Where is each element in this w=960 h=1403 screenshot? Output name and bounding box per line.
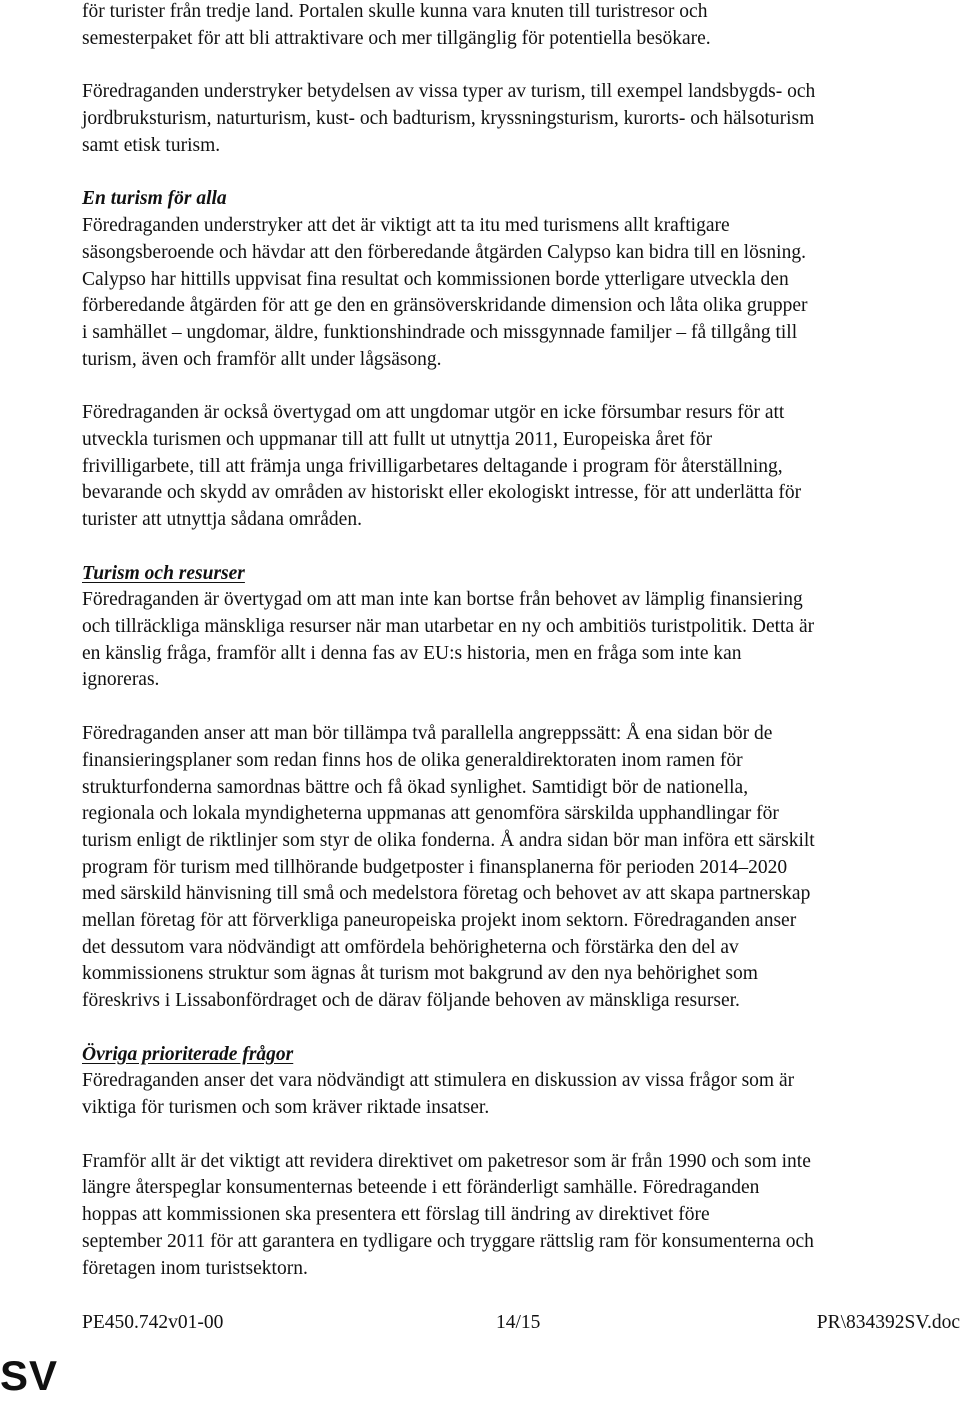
section-heading-text: Övriga prioriterade frågor — [82, 1043, 294, 1065]
section-tourism-for-all — [82, 186, 952, 373]
section-other-priorities — [82, 1042, 952, 1122]
text-line: finansieringsplaner som redan finns hos de olika generaldirektoraten inom ramen för — [82, 749, 743, 771]
text-line: Föredraganden understryker att det är viktigt att ta itu med turismens allt kraftigare — [82, 215, 730, 237]
section-heading-text: Turism och resurser — [82, 562, 245, 584]
text-line: Föredraganden är övertygad om att man inte kan bortse från behovet av lämplig finansiering — [82, 589, 803, 611]
text-line: längre återspeglar konsumenternas beteende i ett föränderligt samhälle. Föredraganden — [82, 1177, 760, 1199]
text-line: Föredraganden understryker betydelsen av vissa typer av turism, till exempel landsbygds- och — [82, 81, 816, 103]
page-number: 14/15 — [496, 1312, 541, 1333]
document-page — [82, 0, 952, 1282]
text-line: samt etisk turism. — [82, 134, 221, 156]
text-line: september 2011 för att garantera en tydligare och tryggare rättslig ram för konsumenterna och — [82, 1230, 814, 1252]
text-line: viktiga för turismen och som kräver riktade insatser. — [82, 1097, 490, 1119]
page-footer — [82, 1312, 960, 1340]
section-heading — [82, 561, 952, 588]
text-line: jordbruksturism, naturturism, kust- och badturism, kryssningsturism, kurorts- och hälsoturism — [82, 108, 815, 130]
text-line: för turister från tredje land. Portalen skulle kunna vara knuten till turistresor och — [82, 1, 708, 22]
text-line: förberedande åtgärden för att ge den en gränsöverskridande dimension och låta olika grupper — [82, 295, 808, 317]
text-line: Framför allt är det viktigt att revidera direktivet om paketresor som är från 1990 och som inte — [82, 1150, 811, 1172]
paragraph-package-travel — [82, 1149, 952, 1282]
text-line: ignoreras. — [82, 669, 160, 691]
text-line: bevarande och skydd av områden av historiskt eller ekologiskt intresse, för att underlätta för — [82, 482, 802, 504]
text-line: program för turism med tillhörande budgetposter i finansplanerna för perioden 2014–2020 — [82, 856, 788, 878]
text-line: företagen inom turistsektorn. — [82, 1257, 308, 1279]
language-code: SV — [0, 1352, 59, 1399]
paragraph-financing — [82, 721, 952, 1015]
section-tourism-resources — [82, 561, 952, 694]
text-line: Calypso har hittills uppvisat fina resultat och kommissionen borde ytterligare utveckla den — [82, 268, 789, 290]
paragraph-youth — [82, 400, 952, 533]
text-line: en känslig fråga, framför allt i denna fas av EU:s historia, men en fråga som inte kan — [82, 642, 742, 664]
text-line: turism enligt de riktlinjer som styr de olika fonderna. Å andra sidan bör man införa ett särskilt — [82, 829, 815, 851]
paragraph-portal — [82, 0, 952, 52]
text-line: med särskild hänvisning till små och medelstora företag och behovet av att skapa partnerskap — [82, 883, 811, 905]
text-line: strukturfonderna samordnas bättre och få ökad synlighet. Samtidigt bör de nationella, — [82, 776, 749, 798]
text-line: Föredraganden anser att man bör tillämpa två parallella angreppssätt: Å ena sidan bör de — [82, 723, 773, 745]
text-line: regionala och lokala myndigheterna uppmanas att genomföra särskilda upphandlingar för — [82, 803, 779, 825]
document-reference: PE450.742v01-00 — [82, 1312, 224, 1333]
text-line: semesterpaket för att bli attraktivare och mer tillgänglig för potentiella besökare. — [82, 27, 711, 49]
text-line: hoppas att kommissionen ska presentera ett förslag till ändring av direktivet före — [82, 1204, 710, 1226]
text-line: och tillräckliga mänskliga resurser när man utarbetar en ny och ambitiös turistpolitik. Detta är — [82, 616, 815, 638]
section-heading: En turism för alla — [82, 188, 227, 210]
text-line: det dessutom vara nödvändigt att omfördela behörigheterna och förstärka den del av — [82, 936, 739, 958]
paragraph-tourism-types — [82, 79, 952, 159]
text-line: frivilligarbete, till att främja unga frivilligarbetares deltagande i program för återställning, — [82, 455, 783, 477]
section-heading — [82, 1042, 952, 1069]
text-line: turism, även och framför allt under lågsäsong. — [82, 348, 442, 370]
text-line: utveckla turismen och uppmanar till att fullt ut utnyttja 2011, Europeiska året för — [82, 428, 713, 450]
text-line: säsongsberoende och hävdar att den förberedande åtgärden Calypso kan bidra till en lösning. — [82, 241, 806, 263]
file-reference: PR\834392SV.doc — [816, 1312, 960, 1333]
text-line: kommissionens struktur som ägnas åt turism mot bakgrund av den nya behörighet som — [82, 963, 758, 985]
text-line: Föredraganden anser det vara nödvändigt att stimulera en diskussion av vissa frågor som är — [82, 1070, 795, 1092]
text-line: Föredraganden är också övertygad om att ungdomar utgör en icke försumbar resurs för att — [82, 402, 785, 424]
text-line: föreskrivs i Lissabonfördraget och de därav följande behoven av mänskliga resurser. — [82, 990, 740, 1011]
text-line: i samhället – ungdomar, äldre, funktionshindrade och missgynnade familjer – få tillgång till — [82, 321, 798, 343]
text-line: mellan företag för att förverkliga paneuropeiska projekt inom sektorn. Föredraganden anser — [82, 909, 797, 931]
text-line: turister att utnyttja sådana områden. — [82, 509, 362, 530]
